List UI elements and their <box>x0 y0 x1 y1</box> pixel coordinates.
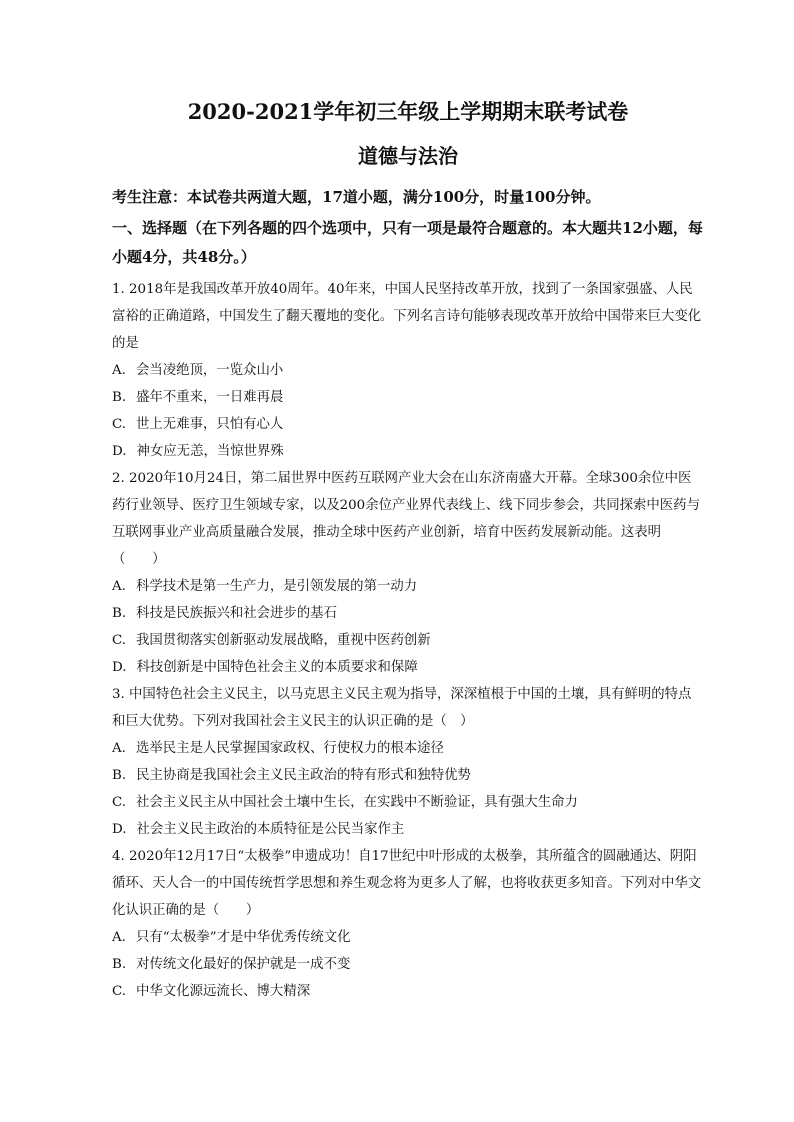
option-letter: D. <box>112 660 127 675</box>
option-c <box>112 789 704 816</box>
option-d <box>112 816 704 843</box>
option-text: 科技是民族振兴和社会进步的基石 <box>136 606 337 621</box>
option-text: 中华文化源远流长、博大精深 <box>136 984 311 999</box>
question-4 <box>112 843 704 1005</box>
question-stem: 4. 2020年12月17日“太极拳”申遗成功！自17世纪中叶形成的太极拳，其所蕴含的圆融通达、阴阳循环、天人合一的中国传统哲学思想和养生观念将为更多人了解，也将收获更多知音。下列对中华文化认识正确的是（ ） <box>112 849 702 918</box>
option-letter: A. <box>112 930 126 945</box>
option-text: 盛年不重来，一日难再晨 <box>136 390 284 405</box>
option-letter: B. <box>112 768 127 783</box>
option-d <box>112 438 704 465</box>
option-text: 世上无难事，只怕有心人 <box>136 417 284 432</box>
option-letter: A. <box>112 579 126 594</box>
option-text: 我国贯彻落实创新驱动发展战略，重视中医药创新 <box>136 633 431 648</box>
option-text: 神女应无恙，当惊世界殊 <box>136 444 284 459</box>
candidate-notice: 考生注意：本试卷共两道大题，17道小题，满分100分，时量100分钟。 <box>112 188 601 206</box>
option-text: 对传统文化最好的保护就是一成不变 <box>136 957 351 972</box>
option-letter: C. <box>112 984 127 999</box>
option-text: 会当凌绝顶，一览众山小 <box>135 363 284 378</box>
option-letter: A. <box>112 741 126 756</box>
option-a <box>112 735 704 762</box>
option-b <box>112 951 704 978</box>
option-d <box>112 654 704 681</box>
option-text: 科学技术是第一生产力，是引领发展的第一动力 <box>135 579 418 594</box>
option-a <box>112 924 704 951</box>
option-b <box>112 762 704 789</box>
option-letter: C. <box>112 417 127 432</box>
option-a <box>112 573 704 600</box>
question-2 <box>112 465 704 681</box>
option-text: 选举民主是人民掌握国家政权、行使权力的根本途径 <box>135 741 444 756</box>
option-text: 民主协商是我国社会主义民主政治的特有形式和独特优势 <box>136 768 471 783</box>
option-b <box>112 384 704 411</box>
option-letter: A. <box>112 363 126 378</box>
option-letter: B. <box>112 957 127 972</box>
option-text: 科技创新是中国特色社会主义的本质要求和保障 <box>136 660 418 675</box>
section-heading-choice: 一、选择题（在下列各题的四个选项中，只有一项是最符合题意的。本大题共12小题，每小题4分，共48分。） <box>112 219 703 266</box>
option-c <box>112 411 704 438</box>
option-b <box>112 600 704 627</box>
option-letter: D. <box>112 444 127 459</box>
option-c <box>112 627 704 654</box>
option-letter: D. <box>112 822 127 837</box>
question-1 <box>112 276 704 465</box>
option-c <box>112 978 704 1005</box>
option-a <box>112 357 704 384</box>
option-letter: C. <box>112 633 127 648</box>
option-text: 社会主义民主从中国社会土壤中生长，在实践中不断验证，具有强大生命力 <box>136 795 578 810</box>
question-stem: 1. 2018年是我国改革开放40周年。40年来，中国人民坚持改革开放，找到了一条国家强盛、人民富裕的正确道路，中国发生了翻天覆地的变化。下列名言诗句能够表现改革开放给中国带来巨大变化的是 <box>112 282 702 351</box>
option-letter: B. <box>112 390 127 405</box>
question-3 <box>112 681 704 843</box>
option-letter: B. <box>112 606 127 621</box>
option-text: 只有“太极拳”才是中华优秀传统文化 <box>135 930 351 945</box>
exam-title: 2020-2021学年初三年级上学期期末联考试卷 <box>187 99 629 124</box>
subject-title: 道德与法治 <box>358 144 458 168</box>
option-letter: C. <box>112 795 127 810</box>
question-stem: 2. 2020年10月24日，第二届世界中医药互联网产业大会在山东济南盛大开幕。全球300余位中医药行业领导、医疗卫生领域专家，以及200余位产业界代表线上、线下同步参会，共同探索中医药与互联网事业产业高质量融合发展，推动全球中医药产业创新，培育中医药发展新动能。这表明（ ） <box>112 471 700 567</box>
option-text: 社会主义民主政治的本质特征是公民当家作主 <box>136 822 405 837</box>
question-stem: 3. 中国特色社会主义民主，以马克思主义民主观为指导，深深植根于中国的土壤，具有鲜明的特点和巨大优势。下列对我国社会主义民主的认识正确的是（ ） <box>112 687 692 729</box>
